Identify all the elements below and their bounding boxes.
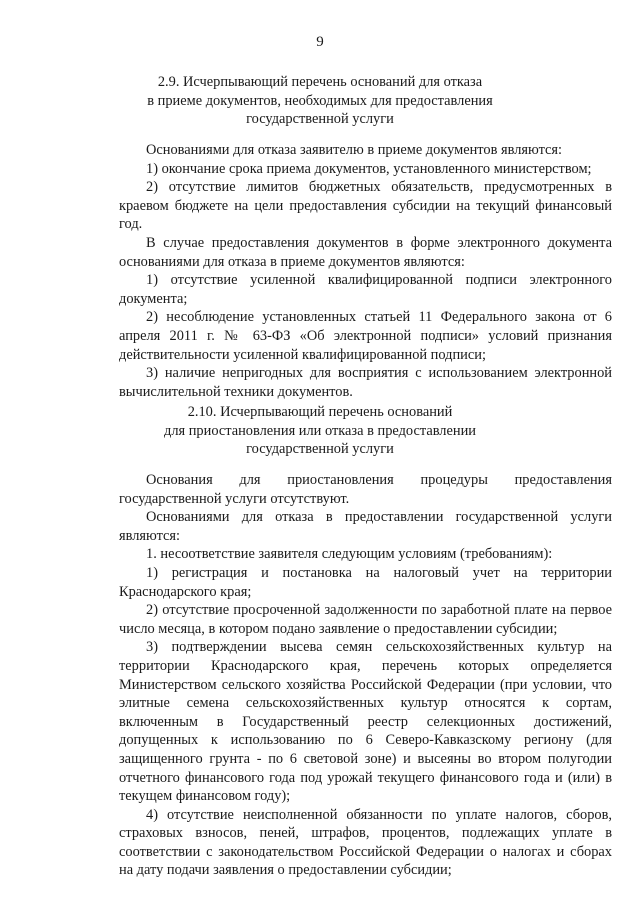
section-2-9-heading xyxy=(120,73,520,129)
page-number: 9 xyxy=(316,34,324,50)
paragraph: 1. несоответствие заявителя следующим условиям (требованиям): xyxy=(146,546,553,563)
paragraph: 1) отсутствие усиленной квалифицированной подписи электронного документа; xyxy=(119,272,612,307)
paragraph: 4) отсутствие неисполненной обязанности по уплате налогов, сборов, страховых взносов, пеней, штрафов, процентов, подлежащих уплате в соответствии с законодательством Российской Федерации о налогах и сборах на дату подачи заявления о предоставлении субсидии; xyxy=(119,806,612,879)
heading-line: в приеме документов, необходимых для предоставления xyxy=(147,92,493,109)
section-2-10-body xyxy=(119,471,612,880)
paragraph: 2) отсутствие просроченной задолженности по заработной плате на первое число месяца, в котором подано заявление о предоставлении субсидии; xyxy=(119,602,612,637)
paragraph: 2) отсутствие лимитов бюджетных обязательств, предусмотренных в краевом бюджете на цели предоставления субсидии на текущий финансовый год. xyxy=(119,179,612,233)
paragraph: Основаниями для отказа заявителю в приеме документов являются: xyxy=(146,142,563,158)
heading-line: 2.9. Исчерпывающий перечень оснований для отказа xyxy=(157,74,483,90)
paragraph: Основания для приостановления процедуры предоставления государственной услуги отсутствуют. xyxy=(119,472,612,507)
paragraph: Основаниями для отказа в предоставлении государственной услуги являются: xyxy=(119,509,612,544)
section-2-9-body xyxy=(119,141,612,401)
section-2-10-heading xyxy=(120,403,520,459)
paragraph: 3) подтверждении высева семян сельскохозяйственных культур на территории Краснодарского края, перечень которых определяется Министерством сельского хозяйства Российской Федерации (при условии, что элитные семена сельскохозяйственных культур относятся к сортам, включенным в Государственный реестр селекционных достижений, допущенных к использованию по 6 Северо-Кавказскому региону (для защищенного грунта - по 6 световой зоне) и высеяны во втором полугодии отчетного финансового года под урожай текущего финансового года и (или) в текущем финансовом году); xyxy=(119,639,612,805)
paragraph: 3) наличие непригодных для восприятия с использованием электронной вычислительной техники документов. xyxy=(119,365,612,400)
paragraph: 1) регистрация и постановка на налоговый учет на территории Краснодарского края; xyxy=(119,564,612,600)
paragraph: 1) окончание срока приема документов, установленного министерством; xyxy=(146,160,592,177)
heading-line: государственной услуги xyxy=(246,441,394,458)
heading-line: 2.10. Исчерпывающий перечень оснований xyxy=(187,404,453,420)
heading-line: для приостановления или отказа в предоставлении xyxy=(164,422,476,439)
paragraph: В случае предоставления документов в форме электронного документа основаниями для отказа в приеме документов являются: xyxy=(119,234,612,270)
paragraph: 2) несоблюдение установленных статьей 11 Федерального закона от 6 апреля 2011 г. № 63-ФЗ «Об электронной подписи» условий признания действительности усиленной квалифицированной подписи; xyxy=(119,309,612,363)
heading-line: государственной услуги xyxy=(246,111,394,128)
